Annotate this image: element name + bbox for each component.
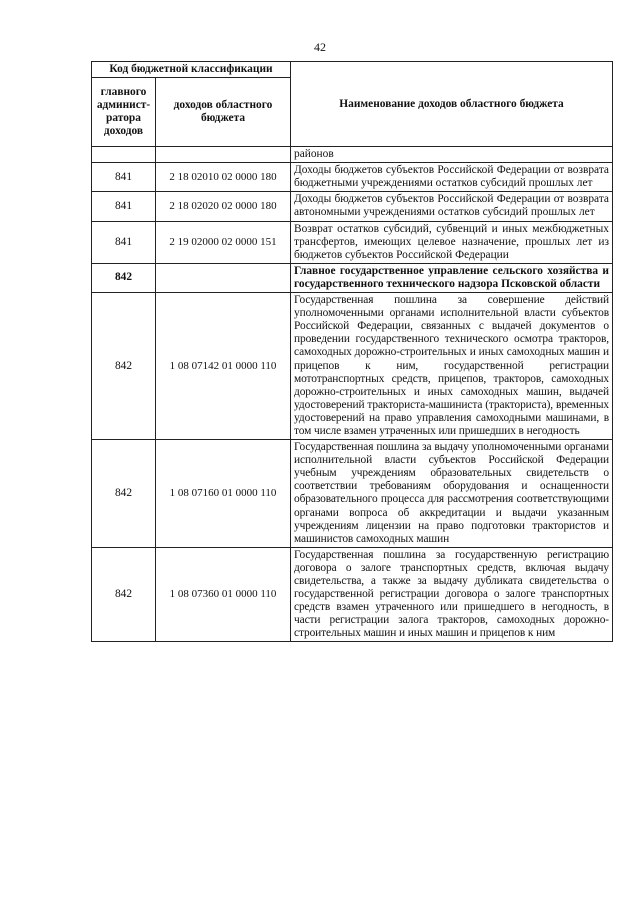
admin-code-cell: 841 <box>92 221 156 263</box>
income-name-cell: Доходы бюджетов субъектов Российской Федерации от возврата автономными учреждениями остатков субсидий прошлых лет <box>291 192 613 221</box>
table-row <box>92 221 613 263</box>
table-row <box>92 547 613 642</box>
table-row <box>92 163 613 192</box>
income-name-cell: Возврат остатков субсидий, субвенций и иных межбюджетных трансфертов, имеющих целевое назначение, прошлых лет из бюджетов субъектов Российской Федерации <box>291 221 613 263</box>
header-regional-income-code: доходов областного бюджета <box>156 78 291 147</box>
table-row <box>92 440 613 548</box>
table-row <box>92 192 613 221</box>
page-number: 42 <box>314 40 326 54</box>
table-row-agency <box>92 263 613 292</box>
admin-code-cell: 841 <box>92 163 156 192</box>
header-income-name: Наименование доходов областного бюджета <box>291 62 613 147</box>
income-name-cell: районов <box>291 147 613 163</box>
income-code-cell: 1 08 07160 01 0000 110 <box>156 440 291 548</box>
income-code-cell: 2 18 02010 02 0000 180 <box>156 163 291 192</box>
agency-name-cell: Главное государственное управление сельского хозяйства и государственного технического надзора Псковской области <box>291 263 613 292</box>
admin-code-cell: 841 <box>92 192 156 221</box>
income-code-cell: 2 18 02020 02 0000 180 <box>156 192 291 221</box>
income-code-cell: 1 08 07360 01 0000 110 <box>156 547 291 642</box>
admin-code-cell: 842 <box>92 263 156 292</box>
budget-classification-table <box>91 61 613 642</box>
income-name-cell: Государственная пошлина за выдачу уполномоченными органами исполнительной власти субъектов Российской Федерации учебным учреждениям образовательных свидетельств о соответствии требованиям оборудования и оснащенности образовательного процесса для рассмотрения соответствующими органами вопроса об аккредитации и выдачи указанным учреждениям лицензии на право подготовки трактористов и машинистов самоходных машин <box>291 440 613 548</box>
header-chief-administrator: главного админист-ратора доходов <box>92 78 156 147</box>
table-row <box>92 293 613 440</box>
income-code-cell: 1 08 07142 01 0000 110 <box>156 293 291 440</box>
income-code-cell: 2 19 02000 02 0000 151 <box>156 221 291 263</box>
table-row <box>92 147 613 163</box>
income-code-cell <box>156 147 291 163</box>
admin-code-cell: 842 <box>92 293 156 440</box>
income-name-cell: Государственная пошлина за государственную регистрацию договора о залоге транспортных средств, включая выдачу свидетельства, а также за выдачу дубликата свидетельства о государственной регистрации договора о залоге транспортных средств взамен утраченного или пришедшего в негодность, в части регистрации залога тракторов, самоходных дорожно-строительных машин и иных машин и прицепов к ним <box>291 547 613 642</box>
income-code-cell <box>156 263 291 292</box>
admin-code-cell: 842 <box>92 547 156 642</box>
admin-code-cell <box>92 147 156 163</box>
income-name-cell: Доходы бюджетов субъектов Российской Федерации от возврата бюджетными учреждениями остатков субсидий прошлых лет <box>291 163 613 192</box>
header-budget-classification-code: Код бюджетной классификации <box>92 62 291 78</box>
admin-code-cell: 842 <box>92 440 156 548</box>
income-name-cell: Государственная пошлина за совершение действий уполномоченными органами исполнительной власти субъектов Российской Федерации, связанных с выдачей документов о проведении государственного технического осмотра тракторов, самоходных дорожно-строительных и иных самоходных машин и прицепов к ним, государственной регистрации мототранспортных средств, прицепов, тракторов, самоходных дорожно-строительных и иных самоходных машин, выдачей удостоверений тракториста-машиниста (тракториста), временных удостоверений на право управления самоходными машинами, в том числе взамен утраченных или пришедших в негодность <box>291 293 613 440</box>
